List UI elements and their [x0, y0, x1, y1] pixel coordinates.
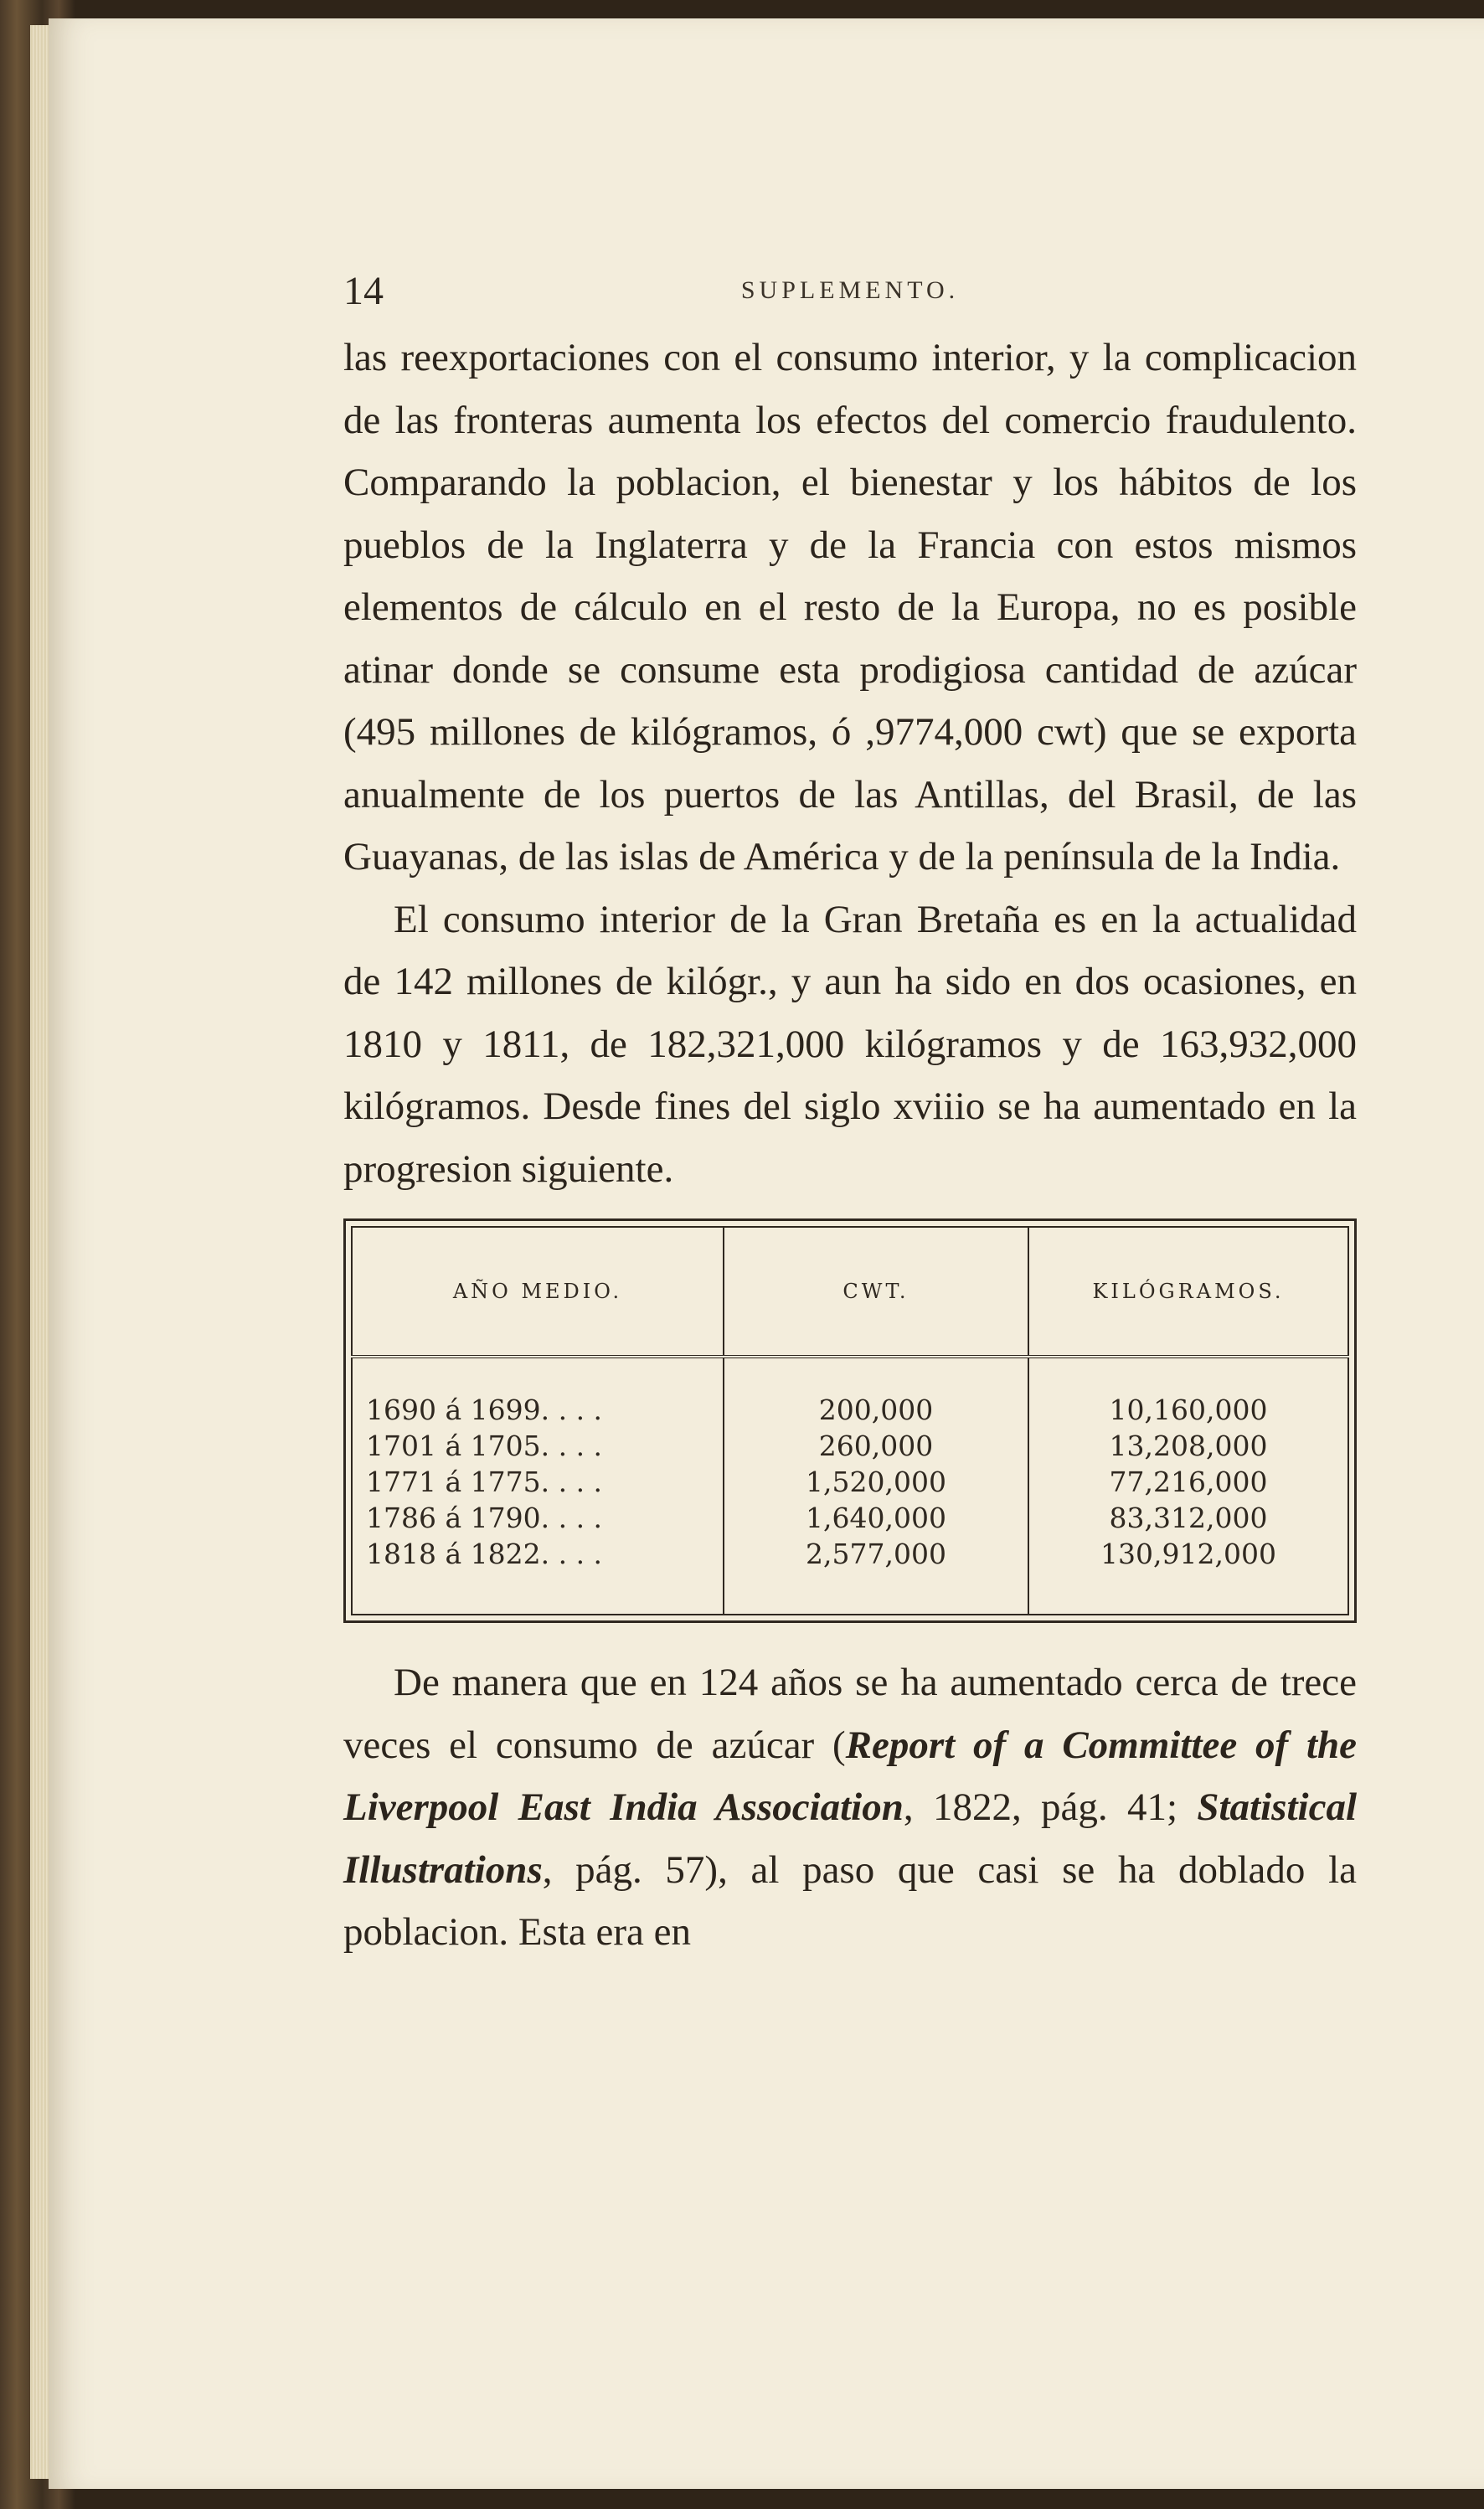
cell-period: 1786 á 1790. . . .: [352, 1500, 724, 1536]
page-content: [343, 268, 1357, 1964]
cell-period: 1771 á 1775. . . .: [352, 1464, 724, 1500]
citation-report-title: Report of a Committee of the Liverpool East India Association: [343, 1723, 1358, 1829]
cell-period: 1701 á 1705. . . .: [352, 1428, 724, 1464]
paragraph-2: El consumo interior de la Gran Bretaña es en la actualidad de 142 millones de kilógr., y aun ha sido en dos ocasiones, en 1810 y 1811, de 182,321,000 kilógramos y de 163,932,000 kilógramos. Desde fines del siglo xviiio se ha aumentado en la progresion siguiente.: [343, 897, 1357, 1191]
cell-period: 1690 á 1699. . . .: [352, 1357, 724, 1428]
table-row: [352, 1536, 1348, 1615]
cell-cwt: 1,520,000: [724, 1464, 1028, 1500]
table-row: [352, 1357, 1348, 1428]
paragraph-1: las reexportaciones con el consumo interior, y la complicacion de las fronteras aumenta los efectos del comercio fraudulento. Comparando la poblacion, el bienestar y los hábitos de los pueblos de la Inglaterra y de la Francia con estos mismos elementos de cálculo en el resto de la Europa, no es posible atinar donde se consume esta prodigiosa cantidad de azúcar (495 millones de kilógramos, ó ,9774,000 cwt) que se exporta anualmente de los puertos de las Antillas, del Brasil, de las Guayanas, de las islas de América y de la península de la India.: [343, 336, 1357, 878]
header-cwt: CWT.: [724, 1227, 1028, 1357]
paragraph-3-start: De manera que en 124 años se ha aumentado cerca de trece veces el consumo de azúcar (: [343, 1661, 1357, 1767]
header-year: AÑO MEDIO.: [352, 1227, 724, 1357]
cell-kilograms: 130,912,000: [1100, 1538, 1276, 1570]
paragraph-3: [343, 1651, 1357, 1964]
running-head: [343, 268, 1357, 327]
cell-period: 1818 á 1822. . . .: [352, 1536, 724, 1615]
header-kilograms: KILÓGRAMOS.: [1028, 1227, 1348, 1357]
sugar-consumption-table-frame: [343, 1218, 1357, 1623]
cell-cwt: 260,000: [724, 1428, 1028, 1464]
sugar-consumption-table: [351, 1226, 1349, 1615]
citation-statistical-illustrations: Statistical Illustrations: [343, 1785, 1357, 1892]
table-row: [352, 1500, 1348, 1536]
table-header-row: [352, 1227, 1348, 1357]
cell-kilograms: 77,216,000: [1109, 1466, 1268, 1498]
cell-cwt: 2,577,000: [724, 1536, 1028, 1615]
paragraph-3-middle: , 1822, pág. 41;: [903, 1785, 1198, 1829]
cell-kilograms: 13,208,000: [1109, 1430, 1268, 1462]
cell-kilograms: 83,312,000: [1109, 1502, 1268, 1534]
running-title: SUPLEMENTO.: [740, 276, 960, 304]
cell-cwt: 1,640,000: [724, 1500, 1028, 1536]
table-row: [352, 1428, 1348, 1464]
paragraph-3-end: , pág. 57), al paso que casi se ha doblado la poblacion. Esta era en: [343, 1847, 1357, 1954]
table-row: [352, 1464, 1348, 1500]
cell-kilograms: 10,160,000: [1109, 1394, 1268, 1426]
cell-cwt: 200,000: [724, 1357, 1028, 1428]
page-number: 14: [343, 269, 384, 313]
